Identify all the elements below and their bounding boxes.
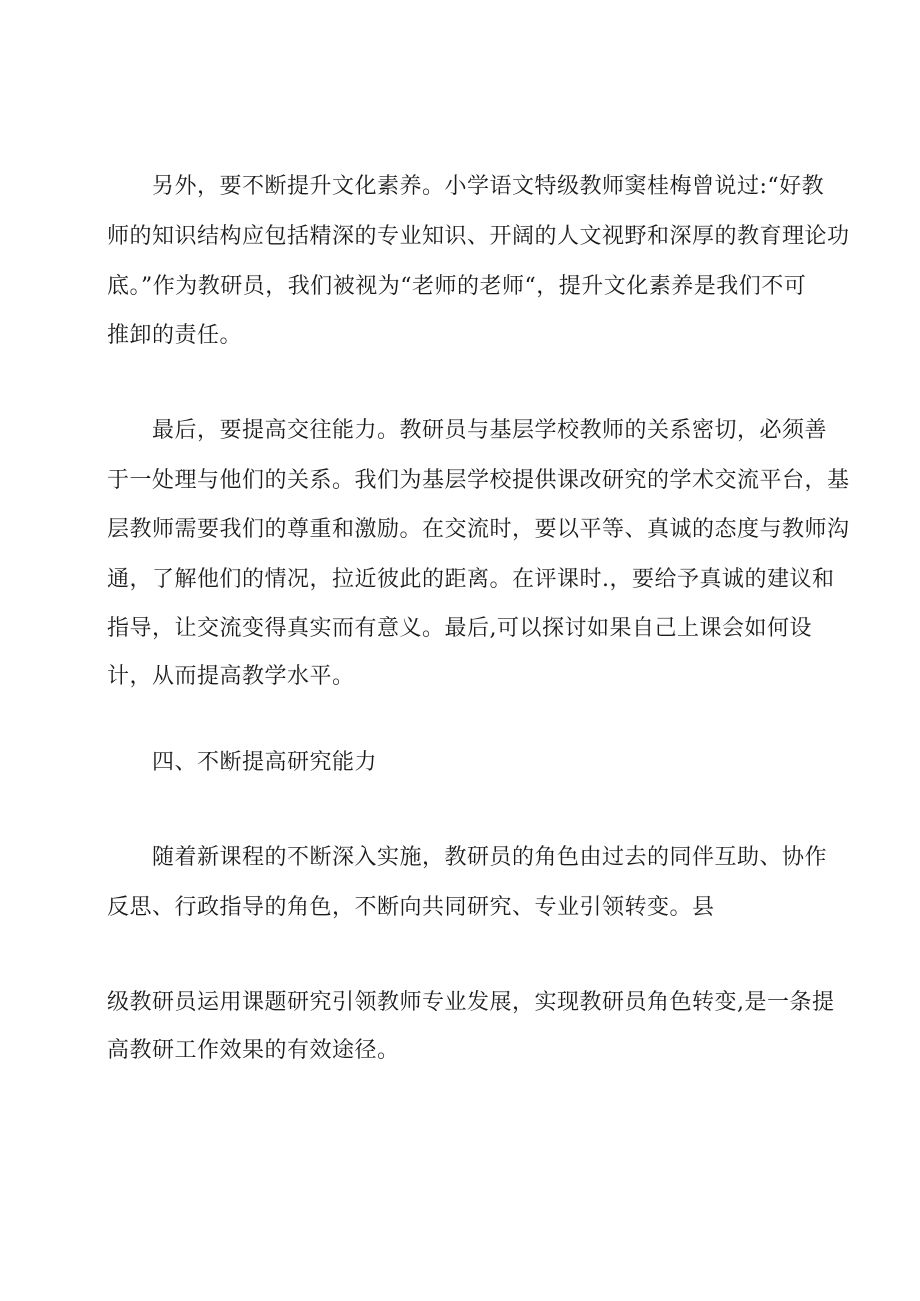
text-line: 于一处理与他们的关系。我们为基层学校提供课改研究的学术交流平台，基 xyxy=(107,468,850,493)
text-line: 推卸的责任。 xyxy=(107,323,243,348)
text-line: 层教师需要我们的尊重和激励。在交流时，要以平等、真诚的态度与教师沟 xyxy=(107,517,850,542)
text-line: 随着新课程的不断深入实施，教研员的角色由过去的同伴互助、协作 xyxy=(152,845,828,870)
text-line: 计，从而提高教学水平。 xyxy=(107,664,355,689)
text-line: 通，了解他们的情况，拉近彼此的距离。在评课时.，要给予真诚的建议和 xyxy=(107,567,835,592)
text-line: 指导，让交流变得真实而有意义。最后,可以探讨如果自己上课会如何设 xyxy=(107,616,812,641)
text-line: 师的知识结构应包括精深的专业知识、开阔的人文视野和深厚的教育理论功 xyxy=(107,224,850,249)
text-line: 高教研工作效果的有效途径。 xyxy=(107,1038,400,1063)
text-line: 反思、行政指导的角色，不断向共同研究、专业引领转变。县 xyxy=(107,895,715,920)
text-line: 底。”作为教研员，我们被视为“老师的老师“，提升文化素养是我们不可 xyxy=(107,274,807,299)
section-heading: 四、不断提高研究能力 xyxy=(152,750,378,775)
text-line: 级教研员运用课题研究引领教师专业发展，实现教研员角色转变,是一条提 xyxy=(107,990,835,1015)
text-line: 最后，要提高交往能力。教研员与基层学校教师的关系密切，必须善 xyxy=(152,418,828,443)
text-line: 另外，要不断提升文化素养。小学语文特级教师窦桂梅曾说过:“好教 xyxy=(152,174,825,199)
